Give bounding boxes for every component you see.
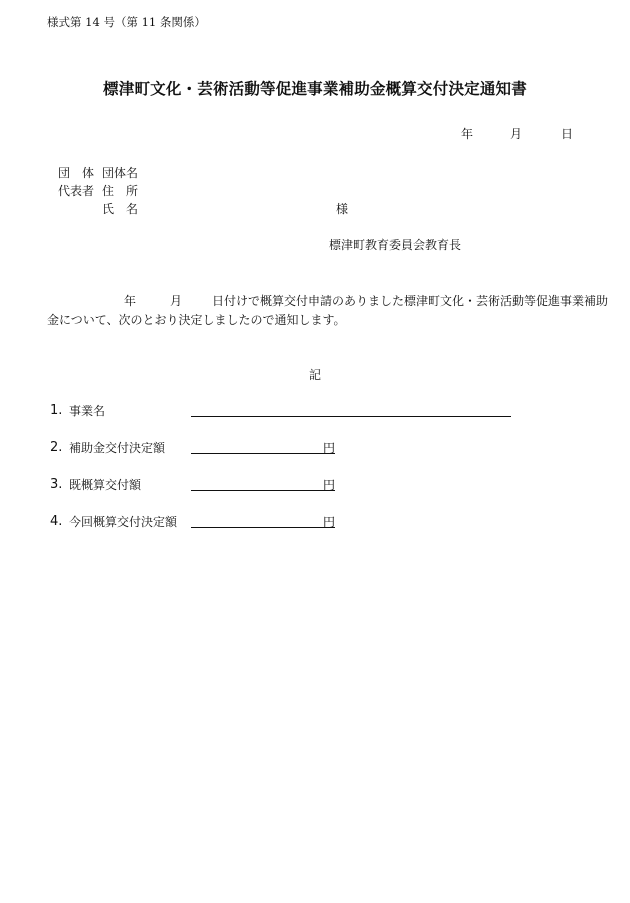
ki-heading: 記 — [308, 368, 321, 382]
honorific: 様 — [336, 202, 349, 216]
body-text-line-2: 金について、次のとおり決定しましたので通知します。 — [47, 313, 346, 327]
group-label: 団 体 — [58, 166, 95, 180]
item-number: 2. — [50, 440, 63, 455]
grant-decision-amount-line — [191, 453, 335, 454]
issuer-title: 標津町教育委員会教育長 — [329, 238, 462, 252]
body-month-label: 月 — [170, 294, 183, 308]
date-day-label: 日 — [561, 127, 574, 141]
group-name-label: 団体名 — [102, 166, 139, 180]
item-label-prior-estimated-amount: 既概算交付額 — [69, 478, 142, 492]
yen-unit: 円 — [323, 478, 336, 492]
name-label: 氏 名 — [102, 202, 139, 216]
current-estimated-amount-line — [191, 527, 335, 528]
yen-unit: 円 — [323, 515, 336, 529]
form-number: 様式第 14 号（第 11 条関係） — [47, 15, 206, 29]
item-label-current-estimated-amount: 今回概算交付決定額 — [69, 515, 178, 529]
prior-estimated-amount-line — [191, 490, 335, 491]
date-month-label: 月 — [510, 127, 523, 141]
body-text-line-1: 日付けで概算交付申請のありました標津町文化・芸術活動等促進事業補助 — [212, 294, 609, 308]
document-title: 標津町文化・芸術活動等促進事業補助金概算交付決定通知書 — [103, 80, 527, 98]
address-label: 住 所 — [102, 184, 139, 198]
body-year-label: 年 — [124, 294, 137, 308]
item-label-project-name: 事業名 — [69, 404, 106, 418]
representative-label: 代表者 — [58, 184, 95, 198]
item-number: 4. — [50, 514, 63, 529]
item-number: 1. — [50, 403, 63, 418]
item-label-grant-decision-amount: 補助金交付決定額 — [69, 441, 166, 455]
date-year-label: 年 — [461, 127, 474, 141]
yen-unit: 円 — [323, 441, 336, 455]
project-name-line — [191, 416, 511, 417]
item-number: 3. — [50, 477, 63, 492]
